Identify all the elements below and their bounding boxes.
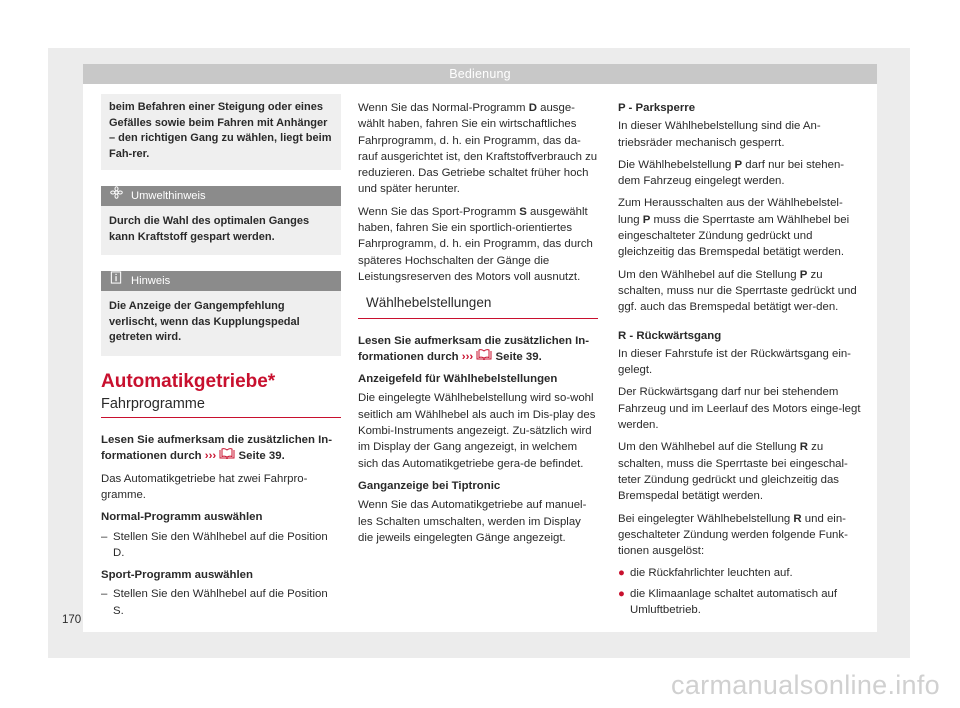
book-icon <box>476 351 492 363</box>
hint-title: Hinweis <box>131 275 171 287</box>
book-icon <box>219 450 235 462</box>
list-item-text: die Rückfahrlichter leuchten auf. <box>630 567 793 580</box>
heading-display: Anzeigefeld für Wählhebelstellungen <box>358 373 558 386</box>
paragraph: Um den Wählhebel auf die Stellung P zu schalten, muss nur die Sperrtaste gedrückt und ggf. auch das Bremspedal betätigt wer-den. <box>618 268 857 314</box>
paragraph: Das Automatikgetriebe hat zwei Fahrpro-gramme. <box>101 472 308 501</box>
heading-park: P - Parksperre <box>618 102 696 114</box>
list-item: – Stellen Sie den Wählhebel auf die Position D. <box>101 529 341 562</box>
cross-reference <box>358 333 598 366</box>
page-link[interactable]: Seite 39 <box>238 450 282 463</box>
warning-box <box>101 94 341 170</box>
paragraph: Die Wählhebelstellung P darf nur bei stehen-dem Fahrzeug eingelegt werden. <box>618 158 845 188</box>
list-item: – Stellen Sie den Wählhebel auf die Position S. <box>101 586 341 619</box>
heading-normal-program: Normal-Programm auswählen <box>101 511 263 524</box>
arrow-icon: ››› <box>204 450 217 463</box>
hint-body: Die Anzeige der Gangempfehlung verlischt, wenn das Kupplungspedal getreten wird. <box>109 300 300 343</box>
page-number: 170 <box>62 614 82 626</box>
heading-reverse: R - Rückwärtsgang <box>618 329 722 342</box>
paragraph: Der Rückwärtsgang darf nur bei stehendem Fahrzeug und im Leerlauf des Motors einge-legt werden. <box>618 386 861 432</box>
column-2 <box>358 100 598 552</box>
paragraph: Wenn Sie das Sport-Programm S ausgewählt haben, fahren Sie ein sportlich-orientiertes Fahrprogramm, d. h. ein Programm, das durch späteres Hochschalten der Gänge die Leistungsreserven des Motors voll ausnutzt. <box>358 205 593 283</box>
list-item-text: die Klimaanlage schaltet automatisch auf Umluftbetrieb. <box>630 587 838 617</box>
cross-reference-period: . <box>538 350 542 363</box>
hint-box <box>101 271 341 356</box>
cross-reference-lead: Lesen Sie aufmerksam die zusätzlichen In-formationen durch <box>101 434 333 463</box>
list-item <box>618 586 863 619</box>
info-icon <box>109 271 123 291</box>
hint-header <box>101 271 341 291</box>
flower-icon <box>109 186 123 206</box>
paragraph: Wenn Sie das Normal-Programm D ausge-wählt haben, fahren Sie ein wirtschaftliches Fahrprogramm, d. h. ein Programm, das da-rauf ausgerichtet ist, den Kraftstoffverbrauch zu reduzieren. Das Getriebe schaltet früher hoch und später herunter. <box>358 102 598 196</box>
paragraph: Zum Herausschalten aus der Wählhebelstel-lung P muss die Sperrtaste am Wählhebel bei eingeschalteter Zündung gedrückt und gleichzeitig das Bremspedal betätigt werden. <box>618 197 850 259</box>
paragraph: Wenn Sie das Automatikgetriebe auf manuel-les Schalten umschalten, werden im Display die jeweils eingelegten Gänge angezeigt. <box>358 499 587 544</box>
section-title: Automatikgetriebe* <box>101 370 276 392</box>
page-header: Bedienung <box>83 64 877 84</box>
bullet-icon: ● <box>618 587 625 600</box>
arrow-icon: ››› <box>461 350 474 363</box>
environment-note-title: Umwelthinweis <box>131 190 206 202</box>
paragraph: Um den Wählhebel auf die Stellung R zu schalten, muss die Sperrtaste bei eingeschal-teter Zündung gedrückt und gleichzeitig das Bremspedal betätigt werden. <box>618 441 848 503</box>
warning-text: beim Befahren einer Steigung oder eines Gefälles sowie beim Fahren mit Anhänger – den richtigen Gang zu wählen, liegt beim Fah-rer. <box>109 101 332 160</box>
heading-tiptronic: Ganganzeige bei Tiptronic <box>358 479 501 492</box>
environment-note-body: Durch die Wahl des optimalen Ganges kann Kraftstoff gespart werden. <box>109 215 310 243</box>
subsection-title: Fahrprogramme <box>101 396 341 418</box>
manual-page <box>83 64 877 632</box>
column-3 <box>618 100 863 618</box>
cross-reference-period: . <box>281 450 285 463</box>
paragraph: Die eingelegte Wählhebelstellung wird so-wohl seitlich am Wählhebel als auch im Dis-play des Kombi-Instruments angezeigt. Zu-sätzlich wird im Display der Gang angezeigt, in welchem sich das Automatikgetriebe gera-de befindet. <box>358 392 596 470</box>
list-item-text: Stellen Sie den Wählhebel auf die Position D. <box>113 530 328 559</box>
page-link[interactable]: Seite 39 <box>495 350 539 363</box>
paragraph: Bei eingelegter Wählhebelstellung R und ein-geschalteter Zündung werden folgende Funk-tionen ausgelöst: <box>618 512 848 558</box>
paragraph: In dieser Wählhebelstellung sind die An-triebsräder mechanisch gesperrt. <box>618 120 821 149</box>
cross-reference-lead: Lesen Sie aufmerksam die zusätzlichen In-formationen durch <box>358 334 590 363</box>
paragraph: In dieser Fahrstufe ist der Rückwärtsgang ein-gelegt. <box>618 347 851 377</box>
list-item-text: Stellen Sie den Wählhebel auf die Position S. <box>113 588 328 617</box>
heading-sport-program: Sport-Programm auswählen <box>101 569 253 582</box>
watermark: carmanualsonline.info <box>671 670 940 700</box>
subsection-title: Wählhebelstellungen <box>358 295 598 318</box>
list-item <box>618 565 863 581</box>
column-1 <box>101 94 341 619</box>
environment-note-header <box>101 186 341 206</box>
bullet-icon: ● <box>618 567 625 580</box>
cross-reference <box>101 432 341 465</box>
environment-note-box <box>101 186 341 255</box>
